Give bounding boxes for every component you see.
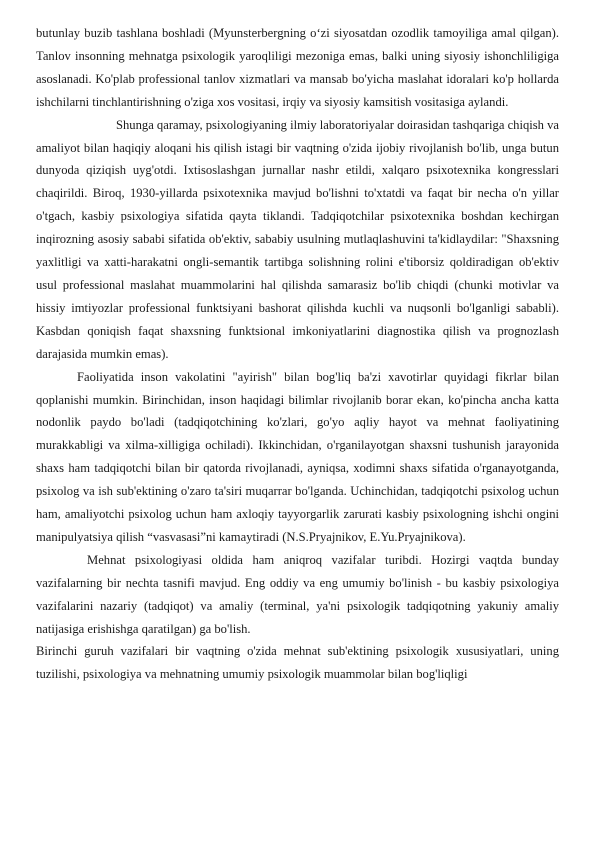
- document-page: [36, 22, 559, 686]
- paragraph-4: Mehnat psixologiyasi oldida ham aniqroq vazifalar turibdi. Hozirgi vaqtda bunday vazifalarning bir nechta tasnifi mavjud. Eng oddiy va eng umumiy bo'linish - bu kasbiy psixologiya vazifalarini nazariy (tadqiqot) va amaliy (terminal, ya'ni psixologik tadqiqotning yakuniy amaliy natijasiga erishishga qaratilgan) ga bo'lish.: [36, 552, 559, 636]
- paragraph-2: Shunga qaramay, psixologiyaning ilmiy laboratoriyalar doirasidan tashqariga chiqish va amaliyot bilan haqiqiy aloqani his qilish istagi bir vaqtning o'zida ijobiy rivojlanish bo'lib, unga butun dunyoda qiziqish uyg'otdi. Ixtisoslashgan jurnallar nashr etildi, xalqaro psixotexnika kongresslari chaqirildi. Biroq, 1930-yillarda psixotexnika mavjud bo'lishni to'xtatdi va faqat bir necha o'n yillar o'tgach, kasbiy psixologiya sifatida qayta tiklandi. Tadqiqotchilar psixotexnika boshdan kechirgan inqirozning asosiy sababi sifatida ob'ektiv, sababiy usulning mutlaqlashuvini ta'kidlaydilar: "Shaxsning yaxlitligi va xatti-harakatni ongli-semantik tartibga solishning rolini e'tiborsiz qoldiradigan ob'ektiv usul professional maslahat muammolarini hal qilishda samarasiz bo'lib chiqdi (chunki motivlar va hissiy imtiyozlar professional funktsiyani bashorat qilishda kuchli va nuqsonli bo'lganligi sababli). Kasbdan qoniqish faqat shaxsning funktsional imkoniyatlarini diagnostika qilish va prognozlash darajasida mumkin emas).: [36, 117, 560, 361]
- paragraph-5: Birinchi guruh vazifalari bir vaqtning o'zida mehnat sub'ektining psixologik xususiyatlari, uning tuzilishi, psixologiya va mehnatning umumiy psixologik muammolar bilan bog'liqligi: [36, 644, 559, 682]
- paragraph-1: butunlay buzib tashlana boshladi (Myunsterbergning o‘zi siyosatdan ozodlik tamoyiliga amal qilgan). Tanlov insonning mehnatga psixologik yaroqliligi mezoniga emas, balki uning siyosiy ishonchliligiga asoslanadi. Ko'plab professional tanlov xizmatlari va mansab bo'yicha maslahat idoralari ko'p hollarda ishchilarni tinchlantirishning o'ziga xos vositasi, irqiy va siyosiy kamsitish vositasiga aylandi.: [36, 26, 559, 109]
- paragraph-3: Faoliyatida inson vakolatini "ayirish" bilan bog'liq ba'zi xavotirlar quyidagi fikrlar bilan qoplanishi mumkin. Birinchidan, inson haqidagi bilimlar rivojlanib borar ekan, ko'pincha ancha katta nodonlik paydo bo'ladi (tadqiqotchining ko'zlari, go'yo aqliy hayot va mehnat faoliyatining murakkabligi va xilma-xilligiga ochiladi). Ikkinchidan, o'rganilayotgan shaxsni tushunish jarayonida shaxs ham tadqiqotchi bilan bir qatorda rivojlanadi, ayniqsa, xodimni shaxs sifatida o'rganayotganda, psixolog va ish sub'ektining o'zaro ta'siri muqarrar bo'lganda. Uchinchidan, tadqiqotchi psixolog uchun ham, amaliyotchi psixolog uchun ham axloqiy tayyorgarlik zarurati kasbiy psixologning ishchi ongini manipulyatsiya qilish “vasvasasi”ni kamaytiradi (N.S.Pryajnikov, E.Yu.Pryajnikova).: [36, 369, 559, 544]
